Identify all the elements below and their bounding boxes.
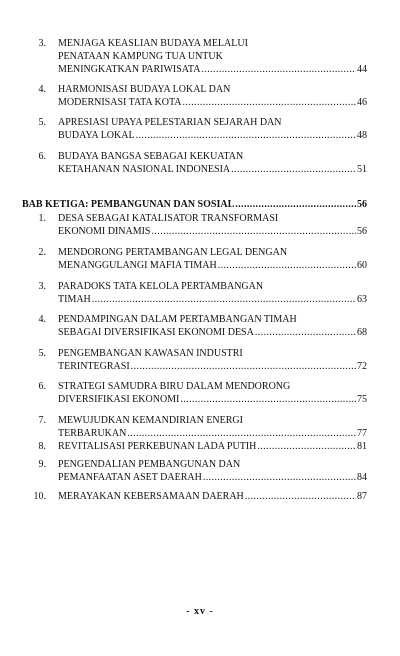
dot-leader <box>136 129 356 142</box>
dot-leader <box>218 259 356 272</box>
entry-number: 4. <box>38 314 46 325</box>
entry-number: 4. <box>38 84 46 95</box>
entry-title-line: MODERNISASI TATA KOTA <box>58 97 182 108</box>
entry-page-number: 81 <box>357 441 367 452</box>
entry-title-line: MENDORONG PERTAMBANGAN LEGAL DENGAN <box>58 247 288 258</box>
entry-number: 10. <box>33 491 46 502</box>
dot-leader <box>201 63 356 76</box>
entry-number: 7. <box>38 415 46 426</box>
entry-title-line: MENJAGA KEASLIAN BUDAYA MELALUI <box>58 38 248 49</box>
entry-page-number: 77 <box>357 428 367 439</box>
entry-number: 3. <box>38 281 46 292</box>
entry-page-number: 84 <box>357 472 367 483</box>
entry-title-line: MENANGGULANGI MAFIA TIMAH <box>58 260 217 271</box>
entry-page-number: 56 <box>357 226 367 237</box>
entry-page-number: 48 <box>357 130 367 141</box>
entry-page-number: 46 <box>357 97 367 108</box>
entry-number: 5. <box>38 117 46 128</box>
entry-title-line: TERINTEGRASI <box>58 361 130 372</box>
chapter-title: BAB KETIGA: PEMBANGUNAN DAN SOSIAL <box>22 199 235 210</box>
entry-page-number: 51 <box>357 164 367 175</box>
entry-title-line: MENINGKATKAN PARIWISATA <box>58 64 201 75</box>
entry-page-number: 44 <box>357 64 367 75</box>
dot-leader <box>92 293 356 306</box>
entry-title-line: TIMAH <box>58 294 91 305</box>
entry-page-number: 63 <box>357 294 367 305</box>
dot-leader <box>131 360 356 373</box>
dot-leader <box>183 96 356 109</box>
entry-title-line: DIVERSIFIKASI EKONOMI <box>58 394 180 405</box>
entry-page-number: 72 <box>357 361 367 372</box>
chapter-page-number: 56 <box>357 199 367 210</box>
entry-title-line: BUDAYA LOKAL <box>58 130 135 141</box>
entry-page-number: 75 <box>357 394 367 405</box>
entry-page-number: 68 <box>357 327 367 338</box>
entry-title-line: KETAHANAN NASIONAL INDONESIA <box>58 164 231 175</box>
dot-leader <box>180 393 356 406</box>
entry-number: 5. <box>38 348 46 359</box>
entry-page-number: 87 <box>357 491 367 502</box>
entry-title-line: TERBARUKAN <box>58 428 127 439</box>
entry-number: 9. <box>38 459 46 470</box>
entry-number: 2. <box>38 247 46 258</box>
dot-leader <box>235 198 356 211</box>
dot-leader <box>245 490 356 503</box>
entry-title-line: HARMONISASI BUDAYA LOKAL DAN <box>58 84 231 95</box>
entry-title-line: DESA SEBAGAI KATALISATOR TRANSFORMASI <box>58 213 279 224</box>
dot-leader <box>257 440 356 453</box>
entry-title-line: EKONOMI DINAMIS <box>58 226 151 237</box>
entry-number: 1. <box>38 213 46 224</box>
entry-title-line: STRATEGI SAMUDRA BIRU DALAM MENDORONG <box>58 381 291 392</box>
entry-number: 3. <box>38 38 46 49</box>
entry-title-line: PENGENDALIAN PEMBANGUNAN DAN <box>58 459 241 470</box>
dot-leader <box>255 326 356 339</box>
entry-page-number: 60 <box>357 260 367 271</box>
entry-title-line: PARADOKS TATA KELOLA PERTAMBANGAN <box>58 281 264 292</box>
entry-title-line: APRESIASI UPAYA PELESTARIAN SEJARAH DAN <box>58 117 282 128</box>
dot-leader <box>231 163 356 176</box>
entry-title-line: PENDAMPINGAN DALAM PERTAMBANGAN TIMAH <box>58 314 297 325</box>
entry-title-line: PENATAAN KAMPUNG TUA UNTUK <box>58 51 223 62</box>
entry-title-line: PENGEMBANGAN KAWASAN INDUSTRI <box>58 348 243 359</box>
entry-title-line: SEBAGAI DIVERSIFIKASI EKONOMI DESA <box>58 327 254 338</box>
page-number: - xv - <box>186 606 214 617</box>
entry-title-line: BUDAYA BANGSA SEBAGAI KEKUATAN <box>58 151 244 162</box>
dot-leader <box>152 225 357 238</box>
dot-leader <box>203 471 356 484</box>
entry-number: 6. <box>38 151 46 162</box>
entry-title-line: PEMANFAATAN ASET DAERAH <box>58 472 202 483</box>
entry-number: 6. <box>38 381 46 392</box>
entry-title-line: MERAYAKAN KEBERSAMAAN DAERAH <box>58 491 244 502</box>
entry-title-line: REVITALISASI PERKEBUNAN LADA PUTIH <box>58 441 257 452</box>
entry-title-line: MEWUJUDKAN KEMANDIRIAN ENERGI <box>58 415 243 426</box>
entry-number: 8. <box>38 441 46 452</box>
dot-leader <box>127 427 356 440</box>
